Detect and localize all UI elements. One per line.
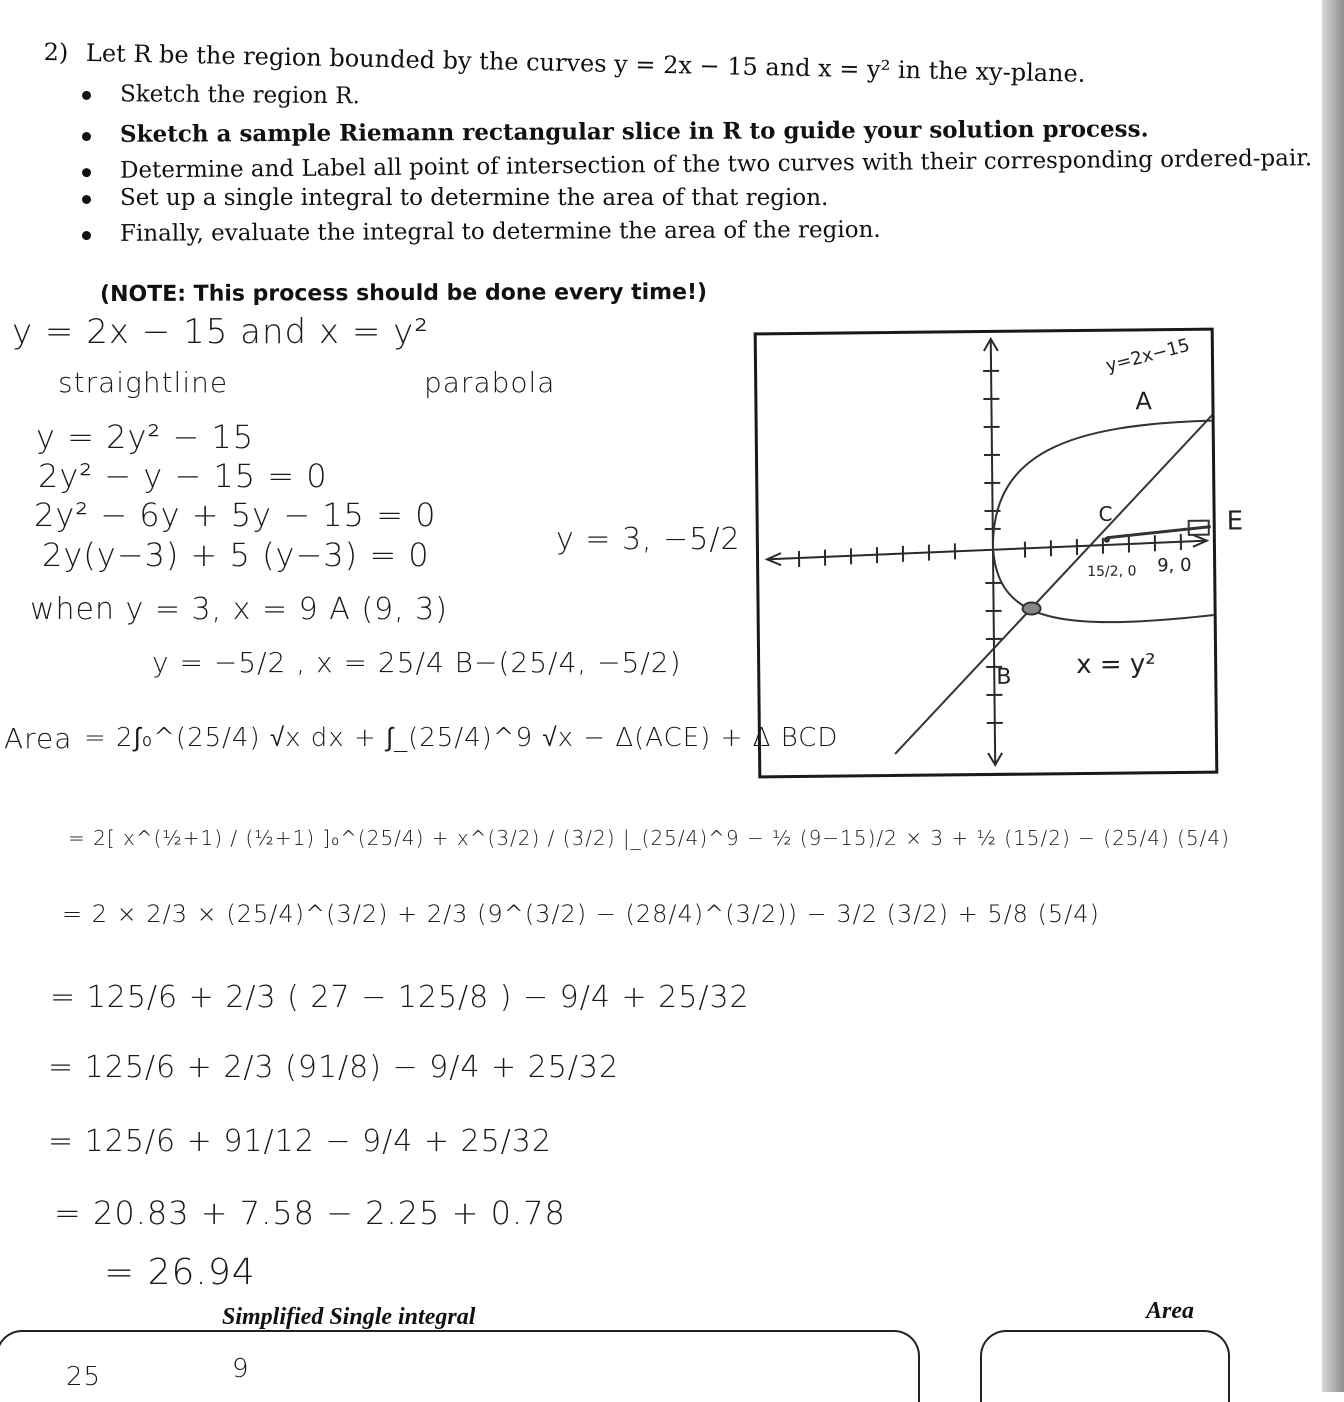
- hw-label-parabola: parabola: [424, 366, 555, 399]
- hw-point-b: y = −5/2 , x = 25/4 B−(25/4, −5/2): [152, 646, 682, 679]
- hw-eval-step-5: = 125/6 + 91/12 − 9/4 + 25/32: [48, 1124, 552, 1159]
- hw-label-straightline: straightline: [58, 366, 228, 399]
- graph-sketch: [754, 328, 1219, 779]
- hw-area-expression: = 2∫₀^(25/4) √x dx + ∫_(25/4)^9 √x − Δ(ACE) + Δ BCD: [84, 722, 838, 753]
- graph-label-point-e: 9, 0: [1157, 555, 1192, 576]
- page-edge-shadow: [1322, 0, 1344, 1392]
- hw-eval-step-3: = 125/6 + 2/3 ( 27 − 125/8 ) − 9/4 + 25/32: [50, 980, 750, 1015]
- hw-step-quadratic: 2y² − y − 15 = 0: [38, 457, 328, 495]
- hw-equations: y = 2x − 15 and x = y²: [12, 312, 429, 352]
- integral-answer-box[interactable]: [0, 1330, 920, 1402]
- graph-label-e: E: [1227, 506, 1244, 536]
- bullet-icon: [82, 168, 91, 177]
- bullet-icon: [82, 231, 91, 240]
- hw-eval-step-6: = 20.83 + 7.58 − 2.25 + 0.78: [54, 1194, 566, 1232]
- hw-point-a: when y = 3, x = 9 A (9, 3): [30, 592, 448, 627]
- hw-area-label: Area: [4, 722, 72, 755]
- point-b-marker: [1023, 602, 1041, 614]
- problem-number: 2): [43, 38, 68, 67]
- graph-label-point-c: 15/2, 0: [1087, 563, 1136, 580]
- hw-step-factor: 2y(y−3) + 5 (y−3) = 0: [42, 536, 430, 574]
- integral-caption: Simplified Single integral: [222, 1304, 475, 1331]
- hw-roots: y = 3, −5/2: [556, 522, 741, 557]
- x-axis: [769, 541, 1207, 560]
- hw-final-result: = 26.94: [104, 1252, 256, 1293]
- hw-step-substitute: y = 2y² − 15: [36, 418, 254, 456]
- instruction-text: Sketch a sample Riemann rectangular slice in R to guide your solution process.: [120, 115, 1149, 147]
- graph-label-a: A: [1135, 387, 1152, 415]
- instruction-item: [78, 213, 1258, 252]
- instruction-item: [78, 183, 1258, 216]
- bullet-icon: [82, 91, 91, 100]
- hw-integral-upper-limit: 9: [232, 1354, 250, 1384]
- graph-label-line-eq: y=2x−15: [1104, 335, 1192, 377]
- bullet-icon: [82, 195, 91, 204]
- graph-label-parabola-eq: x = y²: [1076, 649, 1156, 680]
- hw-eval-step-1: = 2[ x^(½+1) / (½+1) ]₀^(25/4) + x^(3/2) / (3/2) |_(25/4)^9 − ½ (9−15)/2 × 3 + ½ (15/2) − (25/4) (5/4): [68, 826, 1230, 850]
- graph-label-b: B: [996, 665, 1011, 690]
- instruction-text: Finally, evaluate the integral to determine the area of the region.: [120, 217, 881, 247]
- hw-eval-step-2: = 2 × 2/3 × (25/4)^(3/2) + 2/3 (9^(3/2) − (28/4)^(3/2)) − 3/2 (3/2) + 5/8 (5/4): [62, 900, 1100, 928]
- area-answer-box[interactable]: [980, 1330, 1230, 1402]
- process-note: (NOTE: This process should be done every time!): [100, 280, 707, 307]
- hw-eval-step-4: = 125/6 + 2/3 (91/8) − 9/4 + 25/32: [48, 1050, 619, 1085]
- instruction-list: [78, 84, 1258, 249]
- bullet-icon: [82, 132, 91, 141]
- instruction-text: Set up a single integral to determine the area of that region.: [120, 185, 828, 211]
- instruction-text: Sketch the region R.: [120, 81, 360, 109]
- hw-step-split: 2y² − 6y + 5y − 15 = 0: [34, 496, 436, 534]
- hw-integral-lower-limit: 25: [66, 1362, 101, 1392]
- graph-label-c: C: [1098, 502, 1112, 526]
- area-caption: Area: [1146, 1298, 1194, 1325]
- problem-text: Let R be the region bounded by the curves y = 2x − 15 and x = y² in the xy-plane.: [86, 39, 1086, 88]
- instruction-text: Determine and Label all point of intersection of the two curves with their corresponding ordered-pair.: [120, 145, 1312, 183]
